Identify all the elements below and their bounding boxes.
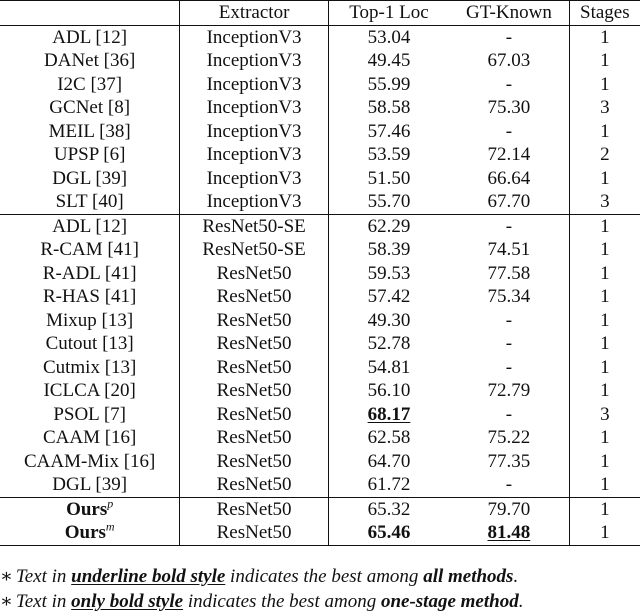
cell-stages [569,521,640,545]
cell-top1-loc-text: 54.81 [367,356,411,378]
table-row [0,190,640,214]
cell-extractor [180,426,328,450]
cell-stages [569,120,640,144]
cell-method [0,238,180,262]
note-middle: indicates the best among [183,591,381,612]
cell-stages [569,309,640,333]
header-method [0,1,180,26]
cell-gt-known [449,332,569,356]
cell-top1-loc [328,356,449,380]
cell-extractor-text: ResNet50-SE [202,215,306,237]
cell-method [0,426,180,450]
cell-method [0,190,180,214]
cell-extractor [180,167,328,191]
cell-gt-known-text: - [505,120,513,142]
note-underline-bold [0,564,640,589]
cell-top1-loc-text: 57.46 [367,120,411,142]
cell-stages [569,49,640,73]
cell-top1-loc [328,214,449,238]
cell-stages [569,403,640,427]
cell-top1-loc [328,403,449,427]
cell-method [0,214,180,238]
cell-extractor-text: ResNet50 [216,309,292,331]
cell-gt-known [449,262,569,286]
cell-extractor-text: InceptionV3 [206,120,302,142]
cell-stages [569,238,640,262]
table-body [0,25,640,545]
cell-stages [569,96,640,120]
cell-method [0,450,180,474]
cell-extractor [180,73,328,97]
cell-extractor-text: InceptionV3 [206,73,302,95]
cell-gt-known [449,379,569,403]
cell-gt-known-text: 67.70 [487,191,531,212]
cell-gt-known-text: - [505,474,513,495]
cell-gt-known [449,25,569,49]
cell-top1-loc-text: 51.50 [367,167,411,189]
cell-gt-known [449,426,569,450]
cell-stages [569,497,640,521]
cell-extractor [180,143,328,167]
cell-top1-loc-text: 59.53 [367,262,411,284]
cell-gt-known [449,190,569,214]
cell-stages [569,25,640,49]
cell-method-text: DGL [39] [52,474,128,495]
cell-top1-loc-text: 53.59 [367,144,411,165]
cell-extractor [180,25,328,49]
cell-gt-known-text: 77.35 [487,450,531,472]
cell-stages-text: 1 [600,522,610,543]
cell-method [0,497,180,521]
table-row [0,49,640,73]
cell-gt-known-text: 67.03 [487,50,531,71]
cell-stages [569,332,640,356]
table-row [0,285,640,309]
cell-gt-known-text: 75.22 [487,427,531,448]
cell-gt-known-text: - [505,403,513,425]
cell-extractor [180,214,328,238]
cell-top1-loc [328,238,449,262]
cell-method-text: Cutout [13] [45,333,134,354]
cell-extractor [180,497,328,521]
cell-extractor-text: ResNet50 [216,333,292,354]
cell-gt-known-text: 74.51 [487,239,531,260]
cell-method [0,332,180,356]
table-row [0,25,640,49]
cell-method [0,379,180,403]
cell-extractor [180,190,328,214]
table-row [0,426,640,450]
table-row [0,167,640,191]
cell-top1-loc [328,120,449,144]
table-row [0,521,640,545]
cell-stages [569,426,640,450]
cell-method-text: CAAM [16] [42,427,137,448]
cell-gt-known-text: - [505,333,513,354]
note-asterisk: ∗ [0,566,13,587]
cell-method-text: GCNet [8] [49,97,131,118]
cell-method-text: R-HAS [41] [42,286,137,307]
cell-top1-loc [328,379,449,403]
cell-method [0,143,180,167]
cell-top1-loc-text: 62.58 [367,427,411,448]
cell-top1-loc [328,285,449,309]
cell-top1-loc [328,73,449,97]
cell-method [0,96,180,120]
cell-stages-text: 2 [600,144,610,165]
cell-top1-loc [328,473,449,497]
cell-gt-known [449,120,569,144]
cell-gt-known [449,403,569,427]
cell-method-text: ICLCA [20] [43,380,136,401]
cell-top1-loc [328,96,449,120]
cell-stages-text: 1 [600,73,610,95]
cell-stages-text: 1 [600,120,610,142]
cell-stages [569,285,640,309]
table-row [0,309,640,333]
cell-stages [569,73,640,97]
cell-gt-known-text: 77.58 [487,262,531,284]
cell-method [0,120,180,144]
cell-extractor-text: ResNet50 [216,522,292,543]
cell-top1-loc-text: 57.42 [367,286,411,307]
note-suffix: . [518,591,524,612]
cell-top1-loc [328,143,449,167]
cell-method-text: I2C [37] [57,73,123,95]
cell-top1-loc-text: 58.58 [367,97,411,118]
table-row [0,450,640,474]
table-row [0,214,640,238]
cell-top1-loc-text: 52.78 [367,333,411,354]
cell-extractor-text: ResNet50 [216,403,292,425]
cell-extractor-text: ResNet50 [216,262,292,284]
cell-extractor [180,356,328,380]
cell-stages [569,450,640,474]
cell-method-text: CAAM-Mix [16] [23,450,156,472]
cell-top1-loc [328,450,449,474]
cell-extractor [180,96,328,120]
header-stages: Stages [569,1,640,26]
cell-top1-loc [328,49,449,73]
cell-gt-known-text: - [505,215,513,237]
cell-gt-known [449,285,569,309]
cell-extractor [180,473,328,497]
cell-extractor [180,262,328,286]
cell-extractor-text: ResNet50 [216,450,292,472]
cell-extractor [180,403,328,427]
cell-stages-text: 1 [600,427,610,448]
cell-gt-known-text: - [505,309,513,331]
cell-stages-text: 1 [600,26,610,48]
table-row [0,143,640,167]
cell-stages-text: 1 [600,380,610,401]
cell-stages-text: 1 [600,286,610,307]
cell-extractor-text: ResNet50-SE [202,239,306,260]
cell-method-text: DANet [36] [44,50,136,71]
cell-top1-loc [328,262,449,286]
header-gt-known: GT-Known [449,1,569,26]
header-row [0,1,640,26]
cell-top1-loc-text: 56.10 [367,380,411,401]
cell-method [0,25,180,49]
cell-extractor-text: InceptionV3 [206,144,302,165]
cell-top1-loc [328,521,449,545]
cell-stages-text: 1 [600,356,610,378]
cell-method [0,309,180,333]
cell-gt-known [449,356,569,380]
cell-extractor-text: ResNet50 [216,356,292,378]
cell-gt-known [449,73,569,97]
cell-extractor [180,49,328,73]
cell-top1-loc-text: 65.46 [367,522,411,543]
cell-method [0,521,180,545]
cell-extractor-text: InceptionV3 [206,97,302,118]
cell-gt-known [449,473,569,497]
cell-gt-known-text: 81.48 [487,522,531,543]
cell-method-text: UPSP [6] [53,144,126,165]
cell-method [0,262,180,286]
cell-method [0,49,180,73]
table-row [0,473,640,497]
cell-stages [569,356,640,380]
cell-method-text: Mixup [13] [46,309,134,331]
cell-gt-known-text: - [505,26,513,48]
cell-extractor-text: InceptionV3 [206,26,302,48]
cell-top1-loc [328,309,449,333]
cell-method [0,285,180,309]
cell-extractor-text: ResNet50 [216,286,292,307]
cell-method-text: PSOL [7] [53,403,126,425]
cell-stages [569,214,640,238]
cell-extractor-text: InceptionV3 [206,167,302,189]
cell-method [0,167,180,191]
cell-stages [569,379,640,403]
cell-gt-known-text: 75.30 [487,97,531,118]
cell-stages-text: 1 [600,239,610,260]
cell-extractor [180,309,328,333]
cell-stages-text: 1 [600,262,610,284]
cell-top1-loc-text: 68.17 [367,403,411,425]
cell-top1-loc [328,167,449,191]
cell-extractor [180,332,328,356]
cell-extractor [180,379,328,403]
cell-gt-known-text: - [505,73,513,95]
note-target: all methods [423,566,514,587]
cell-gt-known [449,497,569,521]
cell-method [0,73,180,97]
table-row [0,120,640,144]
cell-top1-loc [328,25,449,49]
cell-gt-known-text: 79.70 [487,498,531,520]
cell-top1-loc-text: 64.70 [367,450,411,472]
cell-extractor-text: ResNet50 [216,427,292,448]
cell-stages-text: 1 [600,498,610,520]
note-prefix: Text in [15,591,72,612]
cell-stages-text: 1 [600,474,610,495]
table-row [0,73,640,97]
cell-method-text: SLT [40] [55,191,124,212]
cell-extractor [180,521,328,545]
cell-gt-known-text: 75.34 [487,286,531,307]
cell-gt-known-text: 66.64 [487,167,531,189]
cell-top1-loc-text: 49.45 [367,50,411,71]
cell-stages [569,190,640,214]
cell-extractor-text: ResNet50 [216,380,292,401]
header-extractor: Extractor [180,1,328,26]
cell-stages-text: 1 [600,167,610,189]
cell-method [0,356,180,380]
cell-stages [569,473,640,497]
cell-method [0,403,180,427]
cell-method-text: ADL [12] [52,215,128,237]
table-row [0,379,640,403]
method-superscript: m [105,519,115,534]
note-suffix: . [513,566,519,587]
cell-stages-text: 3 [600,403,610,425]
cell-top1-loc [328,190,449,214]
cell-gt-known [449,49,569,73]
cell-top1-loc-text: 55.99 [367,73,411,95]
note-prefix: Text in [15,566,72,587]
table-row [0,96,640,120]
cell-method [0,473,180,497]
cell-gt-known [449,238,569,262]
cell-stages-text: 1 [600,450,610,472]
cell-stages [569,143,640,167]
cell-top1-loc [328,332,449,356]
cell-method-text: DGL [39] [52,167,128,189]
cell-stages-text: 3 [600,97,610,118]
cell-method-text: ADL [12] [52,26,128,48]
cell-stages-text: 3 [600,191,610,212]
cell-gt-known [449,167,569,191]
cell-stages-text: 1 [600,50,610,71]
cell-gt-known-text: 72.79 [487,380,531,401]
cell-gt-known [449,143,569,167]
cell-extractor-text: InceptionV3 [206,50,302,71]
cell-extractor-text: ResNet50 [216,498,292,520]
table-row [0,332,640,356]
table-row [0,403,640,427]
cell-stages-text: 1 [600,215,610,237]
cell-gt-known [449,450,569,474]
cell-gt-known [449,96,569,120]
cell-stages-text: 1 [600,309,610,331]
cell-extractor [180,450,328,474]
header-top1-loc: Top-1 Loc [328,1,449,26]
cell-top1-loc-text: 53.04 [367,26,411,48]
note-middle: indicates the best among [225,566,424,587]
note-only-bold [0,589,640,614]
cell-extractor-text: InceptionV3 [206,191,302,212]
cell-top1-loc-text: 58.39 [367,239,411,260]
cell-gt-known [449,309,569,333]
cell-stages [569,262,640,286]
cell-stages [569,167,640,191]
cell-top1-loc [328,426,449,450]
cell-top1-loc-text: 65.32 [367,498,411,520]
cell-top1-loc-text: 49.30 [367,309,411,331]
method-superscript: p [107,496,114,511]
cell-method-text: MEIL [38] [48,120,131,142]
cell-extractor-text: ResNet50 [216,474,292,495]
cell-top1-loc-text: 55.70 [367,191,411,212]
cell-gt-known [449,521,569,545]
cell-extractor [180,238,328,262]
table-notes [0,564,640,614]
cell-method-text: Cutmix [13] [42,356,137,378]
table-row [0,497,640,521]
note-target: one-stage method [380,591,519,612]
cell-top1-loc-text: 61.72 [367,474,411,495]
cell-extractor [180,120,328,144]
cell-extractor [180,285,328,309]
cell-gt-known [449,214,569,238]
table-row [0,262,640,286]
cell-stages-text: 1 [600,333,610,354]
cell-method-text: Ours [66,498,108,520]
note-style-label: only bold style [71,591,184,612]
note-asterisk: ∗ [0,591,13,612]
table-row [0,238,640,262]
cell-method-text: R-ADL [41] [42,262,137,284]
cell-method-text: R-CAM [41] [40,239,140,260]
cell-gt-known-text: 72.14 [487,144,531,165]
note-style-label: underline bold style [71,566,226,587]
cell-top1-loc-text: 62.29 [367,215,411,237]
table-row [0,356,640,380]
cell-top1-loc [328,497,449,521]
cell-gt-known-text: - [505,356,513,378]
cell-method-text: Ours [64,522,106,543]
